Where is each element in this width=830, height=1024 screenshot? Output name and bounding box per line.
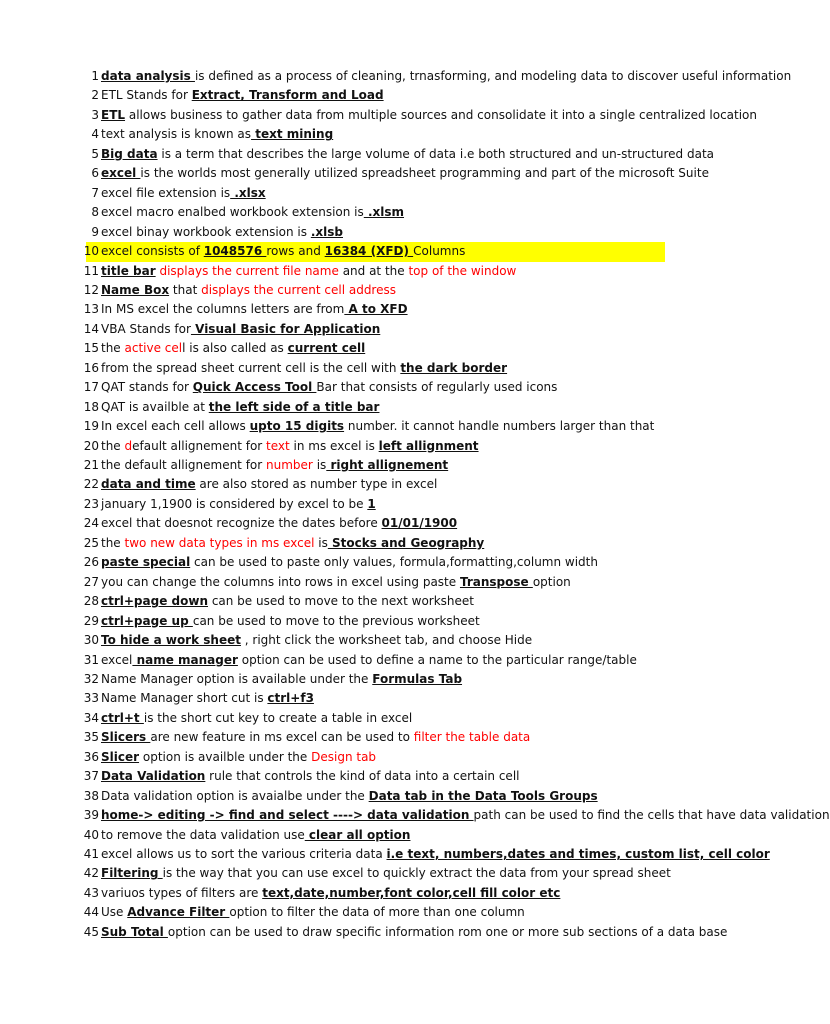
- sheet-row[interactable]: [0, 728, 768, 748]
- row-number: 7: [91, 185, 99, 200]
- row-number: 11: [83, 263, 99, 278]
- key-term: clear all option: [304, 827, 411, 842]
- sheet-row[interactable]: [0, 651, 768, 671]
- plain-text: excel file extension is: [101, 185, 231, 200]
- sheet-row[interactable]: [0, 398, 768, 418]
- row-number: 37: [83, 769, 99, 784]
- sheet-row[interactable]: [0, 437, 768, 457]
- sheet-row[interactable]: [0, 553, 768, 573]
- row-number: 5: [91, 146, 99, 161]
- row-number: 3: [91, 107, 99, 122]
- row-number: 36: [83, 749, 99, 764]
- row-text[interactable]: [101, 127, 664, 142]
- sheet-row[interactable]: [0, 748, 768, 768]
- row-number: 18: [83, 399, 99, 414]
- plain-text: is the way that you can use excel to quickly extract the data from your spread sheet: [162, 866, 671, 881]
- plain-text: number. it cannot handle numbers larger than that: [344, 419, 655, 434]
- row-number: 40: [83, 827, 99, 842]
- sheet-row[interactable]: [0, 845, 768, 865]
- plain-text: from the spread sheet current cell is the cell with: [101, 360, 401, 375]
- sheet-row[interactable]: [0, 514, 768, 534]
- row-number: 17: [83, 380, 99, 395]
- row-text[interactable]: [101, 205, 664, 220]
- sheet-row[interactable]: [0, 612, 768, 632]
- key-term: Visual Basic for Application: [190, 321, 381, 336]
- plain-text: option can be used to draw specific information rom one or more sub sections of a data base: [167, 924, 728, 939]
- key-term: 1: [367, 496, 376, 511]
- row-text[interactable]: [101, 828, 664, 843]
- red-text: Design tab: [311, 749, 377, 764]
- plain-text: ETL Stands for: [101, 88, 192, 103]
- red-text: two new data types in ms excel: [124, 535, 315, 550]
- row-number: 14: [83, 321, 99, 336]
- key-term: 01/01/1900: [381, 516, 458, 531]
- plain-text: Columns: [413, 244, 466, 259]
- key-term: Stocks and Geography: [327, 535, 485, 550]
- sheet-row[interactable]: [0, 300, 768, 320]
- plain-text: rows and: [266, 244, 325, 259]
- plain-text: excel macro enalbed workbook extension is: [101, 205, 364, 220]
- plain-text: Use: [101, 905, 128, 920]
- plain-text: can be used to paste only values, formula,formatting,column width: [190, 555, 598, 570]
- plain-text: is the short cut key to create a table in excel: [143, 710, 413, 725]
- sheet-row[interactable]: [0, 806, 830, 826]
- row-text[interactable]: [101, 653, 664, 668]
- sheet-row[interactable]: [0, 534, 768, 554]
- plain-text: to remove the data validation use: [101, 827, 305, 842]
- sheet-row[interactable]: [0, 826, 768, 846]
- row-number: 33: [83, 691, 99, 706]
- plain-text: text analysis is known as: [101, 127, 252, 142]
- key-term: ctrl+f3: [267, 691, 314, 706]
- key-term: Name Box: [101, 282, 170, 297]
- row-text[interactable]: [101, 594, 664, 609]
- row-number: 34: [83, 710, 99, 725]
- row-text[interactable]: [101, 905, 664, 920]
- plain-text: is: [314, 535, 328, 550]
- row-text[interactable]: [101, 886, 664, 901]
- sheet-row[interactable]: [0, 417, 768, 437]
- key-term: .xlsm: [363, 205, 405, 220]
- sheet-row[interactable]: [0, 86, 768, 106]
- row-text[interactable]: [101, 730, 664, 745]
- plain-text: Bar that consists of regularly used icons: [316, 380, 558, 395]
- plain-text: option: [532, 574, 571, 589]
- row-text[interactable]: [101, 283, 664, 298]
- plain-text: can be used to move to the next worksheet: [208, 594, 474, 609]
- sheet-row[interactable]: [0, 281, 768, 301]
- row-text[interactable]: [101, 322, 664, 337]
- row-number: 42: [83, 866, 99, 881]
- row-text[interactable]: [101, 866, 671, 881]
- plain-text: excel consists of: [101, 244, 204, 259]
- row-text[interactable]: [101, 186, 664, 201]
- row-number: 1: [91, 69, 99, 83]
- row-text[interactable]: [101, 477, 664, 492]
- sheet-row[interactable]: [0, 339, 768, 359]
- row-number: 8: [91, 205, 99, 220]
- sheet-row[interactable]: [0, 787, 768, 807]
- row-number: 27: [83, 574, 99, 589]
- row-text[interactable]: [101, 439, 664, 454]
- row-text[interactable]: [101, 691, 664, 706]
- key-term: ctrl+page up: [101, 613, 193, 628]
- row-number: 4: [91, 127, 99, 142]
- sheet-row[interactable]: [0, 184, 768, 204]
- row-number: 35: [83, 730, 99, 745]
- row-text[interactable]: [101, 166, 709, 181]
- plain-text: is the worlds most generally utilized spreadsheet programming and part of the microsoft Suite: [140, 166, 709, 181]
- red-text: d: [124, 438, 133, 453]
- key-term: left allignment: [378, 438, 479, 453]
- plain-text: QAT is availble at: [101, 399, 209, 414]
- plain-text: excel that doesnot recognize the dates before: [101, 516, 382, 531]
- plain-text: efault allignement for: [132, 438, 267, 453]
- plain-text: can be used to move to the previous worksheet: [192, 613, 480, 628]
- plain-text: is: [312, 458, 327, 472]
- plain-text: is defined as a process of cleaning, trnasforming, and modeling data to discover useful information: [194, 69, 792, 83]
- row-number: 26: [83, 555, 99, 570]
- row-text[interactable]: [101, 750, 664, 765]
- key-term: Data Validation: [101, 769, 206, 784]
- red-text: displays the current file name: [159, 263, 339, 278]
- plain-text: and at the: [338, 263, 409, 278]
- plain-text: Name Manager short cut is: [101, 691, 268, 706]
- row-number: 25: [83, 535, 99, 550]
- sheet-row[interactable]: [0, 67, 792, 87]
- sheet-row[interactable]: [0, 456, 768, 476]
- red-text: top of the window: [408, 263, 517, 278]
- key-term: Slicer: [101, 749, 140, 764]
- row-text[interactable]: [101, 769, 664, 784]
- sheet-row[interactable]: [0, 767, 768, 787]
- row-text[interactable]: [101, 225, 664, 240]
- plain-text: the: [101, 341, 125, 356]
- key-term: Quick Access Tool: [192, 380, 317, 395]
- row-text[interactable]: [101, 711, 664, 726]
- key-term: Advance Filter: [127, 905, 230, 920]
- red-text: active cel: [124, 341, 183, 356]
- plain-text: you can change the columns into rows in excel using paste: [101, 574, 460, 589]
- row-text[interactable]: [101, 88, 664, 103]
- sheet-row[interactable]: [0, 592, 768, 612]
- key-term: Big data: [101, 146, 158, 161]
- plain-text: option is availble under the: [139, 749, 312, 764]
- key-term: .xlsx: [230, 185, 266, 200]
- key-term: Filtering: [101, 866, 163, 881]
- row-text[interactable]: [101, 380, 664, 395]
- sheet-row[interactable]: [0, 631, 768, 651]
- red-text: number: [266, 458, 313, 472]
- row-number: 19: [83, 419, 99, 434]
- sheet-row[interactable]: [0, 709, 768, 729]
- row-text[interactable]: [101, 575, 664, 590]
- plain-text: l is also called as: [182, 341, 288, 356]
- row-text[interactable]: [101, 516, 664, 531]
- row-number: 45: [83, 924, 99, 939]
- plain-text: VBA Stands for: [101, 321, 191, 336]
- row-text[interactable]: [101, 633, 664, 648]
- row-number: 6: [91, 166, 99, 181]
- row-text[interactable]: [101, 789, 664, 804]
- plain-text: path can be used to find the cells that have data validation: [473, 808, 830, 823]
- plain-text: option can be used to define a name to the particular range/table: [237, 652, 637, 667]
- plain-text: that: [169, 282, 202, 297]
- key-term: paste special: [101, 555, 191, 570]
- plain-text: the: [101, 438, 125, 453]
- key-term: Slicers: [101, 730, 151, 745]
- row-text[interactable]: [101, 69, 792, 84]
- row-text[interactable]: [101, 400, 664, 415]
- key-term: .xlsb: [310, 224, 343, 239]
- key-term: data and time: [101, 477, 196, 492]
- plain-text: option to filter the data of more than one column: [229, 905, 525, 920]
- row-number: 28: [83, 594, 99, 609]
- plain-text: rule that controls the kind of data into a certain cell: [205, 769, 520, 784]
- plain-text: are new feature in ms excel can be used to: [150, 730, 414, 745]
- row-number: 44: [83, 905, 99, 920]
- sheet-row[interactable]: [0, 670, 768, 690]
- sheet-row[interactable]: [0, 495, 768, 515]
- key-term: Extract, Transform and Load: [191, 88, 384, 103]
- plain-text: , right click the worksheet tab, and choose Hide: [240, 633, 533, 648]
- row-number: 2: [91, 88, 99, 103]
- key-term: the dark border: [400, 360, 508, 375]
- row-number: 21: [83, 458, 99, 472]
- key-term: Transpose: [459, 574, 533, 589]
- key-term: 16384 (XFD): [324, 244, 414, 259]
- key-term: A to XFD: [344, 302, 408, 317]
- plain-text: the: [101, 535, 125, 550]
- row-number: 13: [83, 302, 99, 317]
- sheet-row[interactable]: [0, 884, 768, 904]
- red-text: text: [266, 438, 290, 453]
- sheet-row[interactable]: [0, 125, 768, 145]
- key-term: ctrl+t: [101, 710, 144, 725]
- sheet-row[interactable]: [0, 164, 768, 184]
- plain-text: is a term that describes the large volume of data i.e both structured and un-structured data: [157, 146, 715, 161]
- row-text[interactable]: [101, 146, 715, 162]
- row-text[interactable]: [101, 244, 664, 259]
- key-term: ETL: [101, 107, 126, 122]
- row-text[interactable]: [101, 361, 664, 376]
- row-number: 16: [83, 360, 99, 375]
- sheet-row[interactable]: [0, 203, 768, 223]
- row-text[interactable]: [101, 302, 664, 317]
- sheet-row[interactable]: [0, 864, 768, 884]
- row-text[interactable]: [101, 107, 757, 123]
- key-term: 1048576: [203, 244, 267, 259]
- row-number: 12: [83, 282, 99, 297]
- key-term: home-> editing -> find and select ----> data validation: [101, 808, 474, 823]
- key-term: right allignement: [326, 458, 449, 472]
- plain-text: Data validation option is avaialbe under the: [101, 788, 369, 803]
- plain-text: excel: [101, 652, 133, 667]
- key-term: title bar: [101, 263, 156, 278]
- plain-text: january 1,1900 is considered by excel to be: [101, 496, 368, 511]
- sheet-row[interactable]: [0, 242, 768, 262]
- row-text[interactable]: [101, 555, 664, 570]
- row-number: 32: [83, 671, 99, 686]
- key-term: To hide a work sheet: [101, 633, 241, 648]
- row-number: 30: [83, 633, 99, 648]
- row-number: 41: [83, 847, 99, 861]
- key-term: excel: [101, 166, 141, 181]
- plain-text: the default allignement for: [101, 458, 267, 472]
- sheet-row[interactable]: [0, 475, 768, 495]
- row-text[interactable]: [101, 264, 664, 279]
- sheet-row[interactable]: [0, 923, 768, 943]
- plain-text: allows business to gather data from multiple sources and consolidate it into a single centralized location: [125, 107, 757, 122]
- row-number: 10: [83, 244, 99, 259]
- key-term: Data tab in the Data Tools Groups: [368, 788, 598, 803]
- key-term: text mining: [251, 127, 334, 142]
- plain-text: In MS excel the columns letters are from: [101, 302, 345, 317]
- sheet-row[interactable]: [0, 262, 768, 282]
- row-number: 15: [83, 341, 99, 356]
- plain-text: Name Manager option is available under the: [101, 671, 373, 686]
- key-term: Sub Total: [101, 924, 168, 939]
- row-text[interactable]: [101, 808, 830, 823]
- sheet-row[interactable]: [0, 359, 768, 379]
- row-number: 24: [83, 516, 99, 531]
- sheet-row[interactable]: [0, 378, 768, 398]
- row-number: 9: [91, 224, 99, 239]
- plain-text: QAT stands for: [101, 380, 193, 395]
- row-text[interactable]: [101, 536, 664, 551]
- key-term: text,date,number,font color,cell fill color etc: [262, 885, 561, 900]
- row-number: 20: [83, 438, 99, 453]
- sheet-row[interactable]: [0, 106, 768, 126]
- key-term: the left side of a title bar: [208, 399, 380, 414]
- plain-text: in ms excel is: [289, 438, 379, 453]
- red-text: filter the table data: [413, 730, 531, 745]
- key-term: Formulas Tab: [372, 671, 463, 686]
- row-text[interactable]: [101, 497, 664, 512]
- row-text[interactable]: [101, 672, 664, 687]
- sheet-row[interactable]: [0, 223, 768, 243]
- row-text[interactable]: [101, 614, 664, 629]
- key-term: data analysis: [101, 69, 195, 83]
- key-term: upto 15 digits: [249, 419, 345, 434]
- row-number: 39: [83, 808, 99, 823]
- sheet-row[interactable]: [0, 903, 768, 923]
- key-term: i.e text, numbers,dates and times, custom list, cell color: [386, 847, 770, 861]
- key-term: current cell: [287, 341, 366, 356]
- sheet-row[interactable]: [0, 689, 768, 709]
- key-term: name manager: [132, 652, 238, 667]
- row-text[interactable]: [101, 847, 770, 862]
- row-number: 29: [83, 613, 99, 628]
- plain-text: variuos types of filters are: [101, 885, 263, 900]
- plain-text: are also stored as number type in excel: [195, 477, 438, 492]
- row-text[interactable]: [101, 341, 664, 356]
- row-number: 31: [83, 652, 99, 667]
- row-text[interactable]: [101, 419, 664, 434]
- sheet-row[interactable]: [0, 145, 768, 165]
- key-term: ctrl+page down: [101, 594, 208, 609]
- row-number: 22: [83, 477, 99, 492]
- sheet-row[interactable]: [0, 573, 768, 593]
- sheet-row[interactable]: [0, 320, 768, 340]
- plain-text: excel allows us to sort the various criteria data: [101, 847, 387, 861]
- row-number: 43: [83, 885, 99, 900]
- plain-text: In excel each cell allows: [101, 419, 250, 434]
- red-text: displays the current cell address: [201, 282, 396, 297]
- row-number: 38: [83, 788, 99, 803]
- row-number: 23: [83, 496, 99, 511]
- row-text[interactable]: [101, 924, 728, 940]
- row-text[interactable]: [101, 458, 664, 473]
- plain-text: excel binay workbook extension is: [101, 224, 311, 239]
